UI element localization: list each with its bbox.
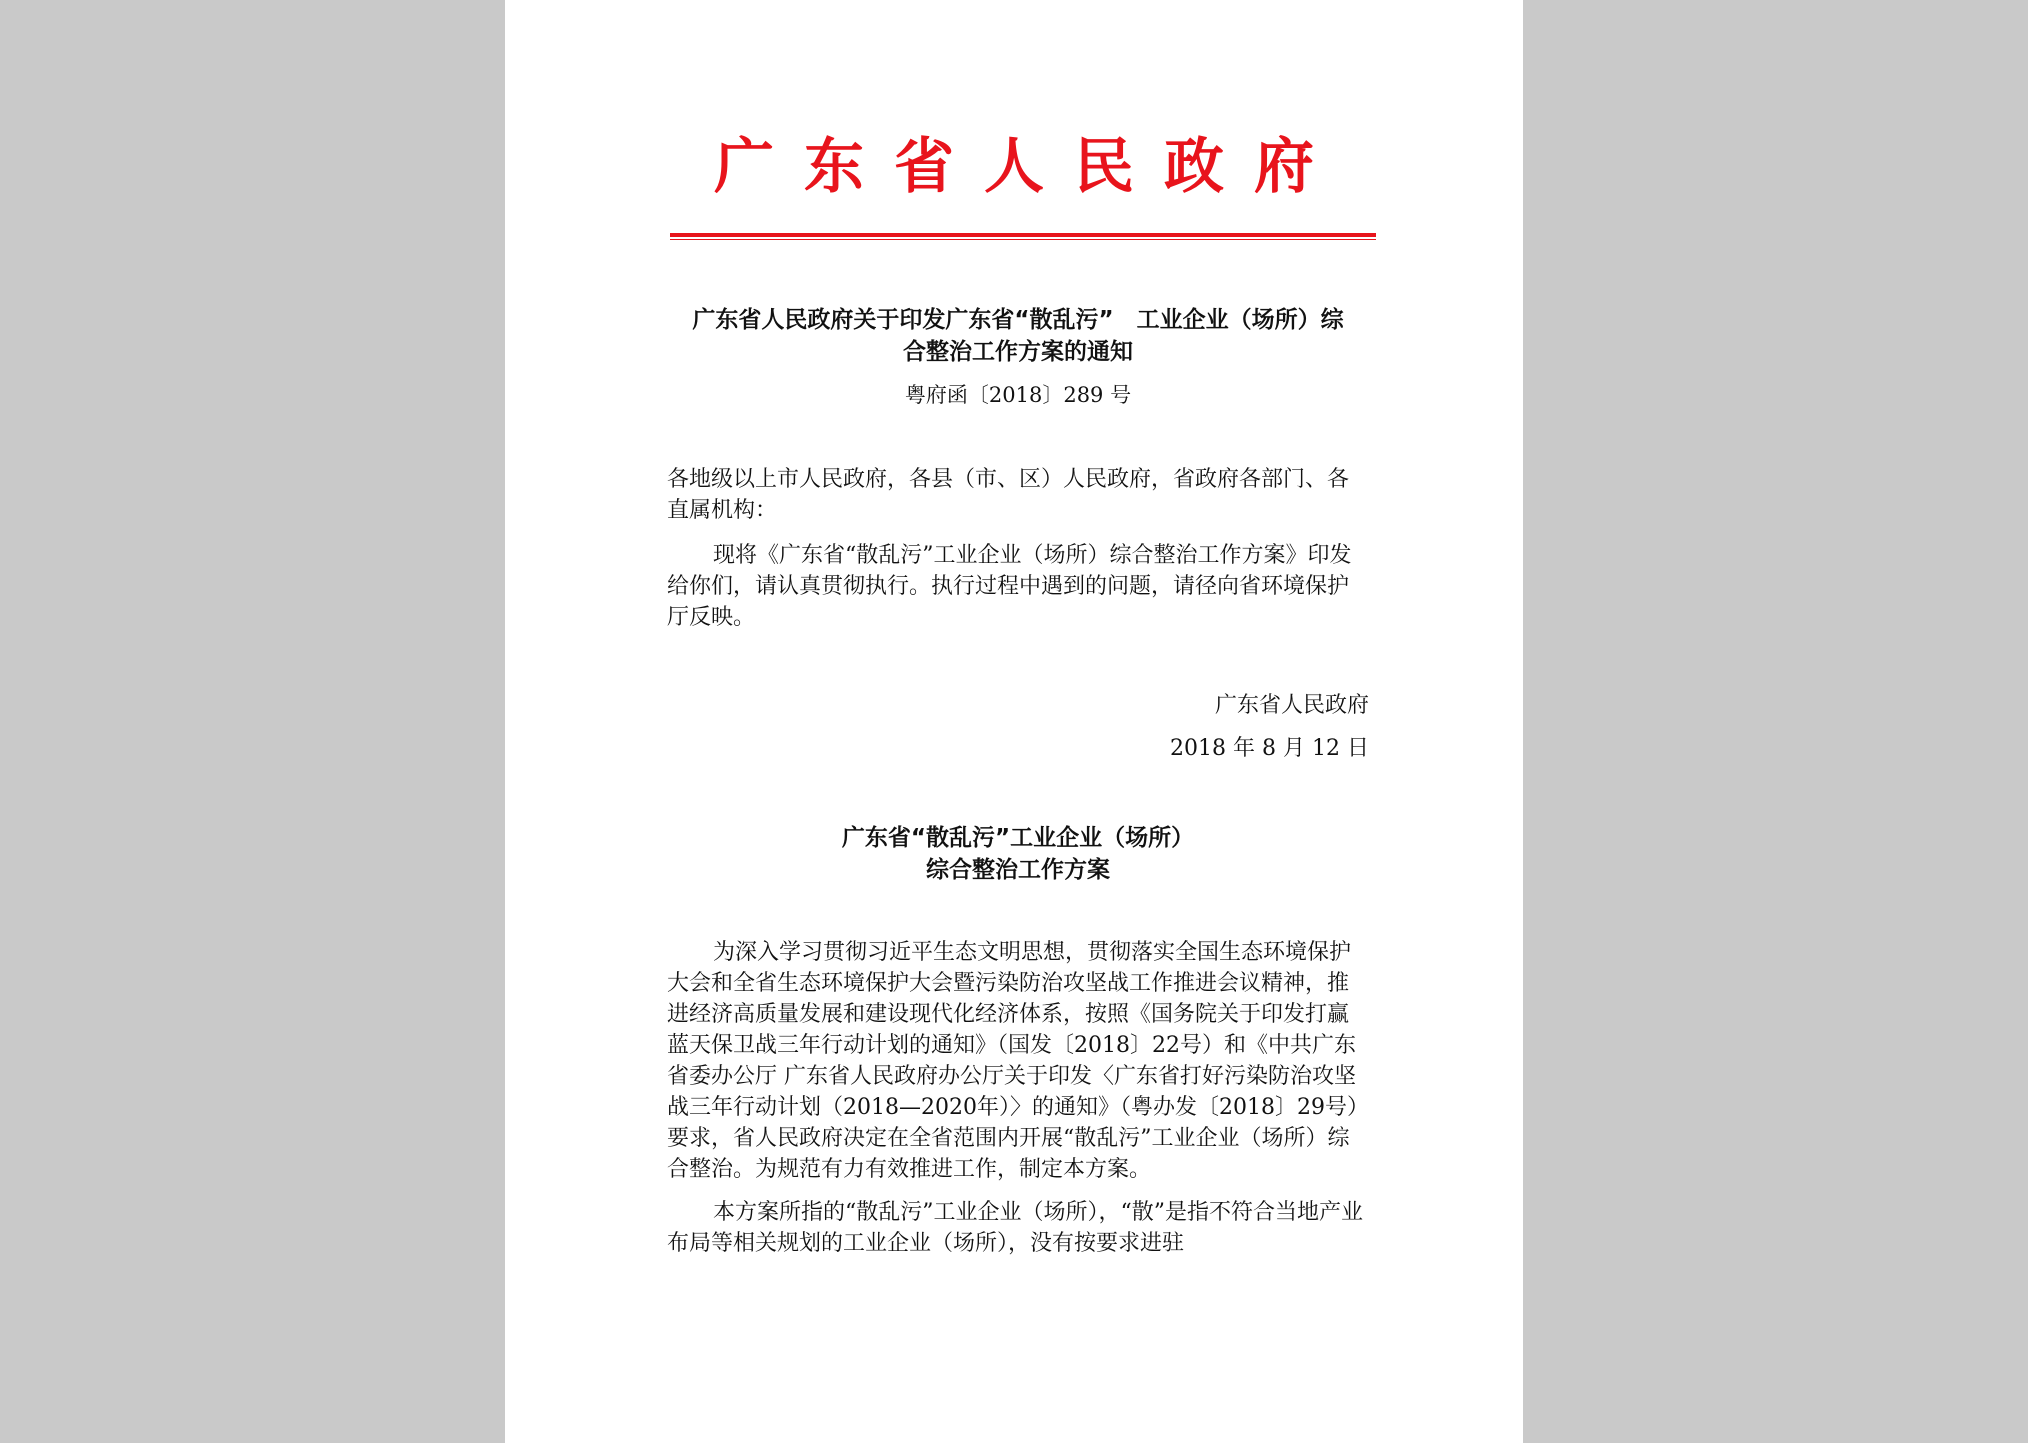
document-page [505, 0, 1523, 1443]
addressee: 各地级以上市人民政府，各县（市、区）人民政府，省政府各部门、各直属机构： [667, 467, 1350, 523]
plan-paragraph-1: 为深入学习贯彻习近平生态文明思想，贯彻落实全国生态环境保护大会和全省生态环境保护大会暨污染防治攻坚战工作推进会议精神，推进经济高质量发展和建设现代化经济体系，按照《国务院关于印发打赢蓝天保卫战三年行动计划的通知》（国发〔2018〕22号）和《中共广东省委办公厅 广东省人民政府办公厅关于印发〈广东省打好污染防治攻坚战三年行动计划（2018—2020年）〉的通知》（粤办发〔2018〕29号）要求，省人民政府决定在全省范围内开展“散乱污”工业企业（场所）综合整治。为规范有力有效推进工作，制定本方案。 [667, 940, 1369, 1182]
plan-title-line-1: 广东省“散乱污”工业企业（场所） [841, 825, 1195, 851]
red-rule-thick-line [670, 233, 1376, 237]
red-header-rule [670, 233, 1376, 240]
signatory: 广东省人民政府 [1214, 693, 1369, 718]
notice-title-line-1: 广东省人民政府关于印发广东省“散乱污” 工业企业（场所）综 [692, 307, 1344, 333]
issue-date: 2018 年 8 月 12 日 [1170, 736, 1369, 761]
red-rule-thin-line [670, 239, 1376, 240]
document-number: 粤府函〔2018〕289 号 [904, 383, 1132, 407]
notice-body [667, 540, 1369, 645]
notice-paragraph: 现将《广东省“散乱污”工业企业（场所）综合整治工作方案》印发给你们，请认真贯彻执行。执行过程中遇到的问题，请径向省环境保护厅反映。 [667, 543, 1352, 630]
plan-title-line-2: 综合整治工作方案 [926, 857, 1110, 883]
plan-body [667, 937, 1369, 1271]
plan-paragraph-2: 本方案所指的“散乱污”工业企业（场所），“散”是指不符合当地产业布局等相关规划的工业企业（场所），没有按要求进驻 [667, 1200, 1363, 1256]
plan-title [667, 822, 1369, 886]
government-header-title: 广东省人民政府 [714, 132, 1344, 202]
notice-title [667, 304, 1369, 368]
notice-title-line-2: 合整治工作方案的通知 [903, 339, 1133, 365]
